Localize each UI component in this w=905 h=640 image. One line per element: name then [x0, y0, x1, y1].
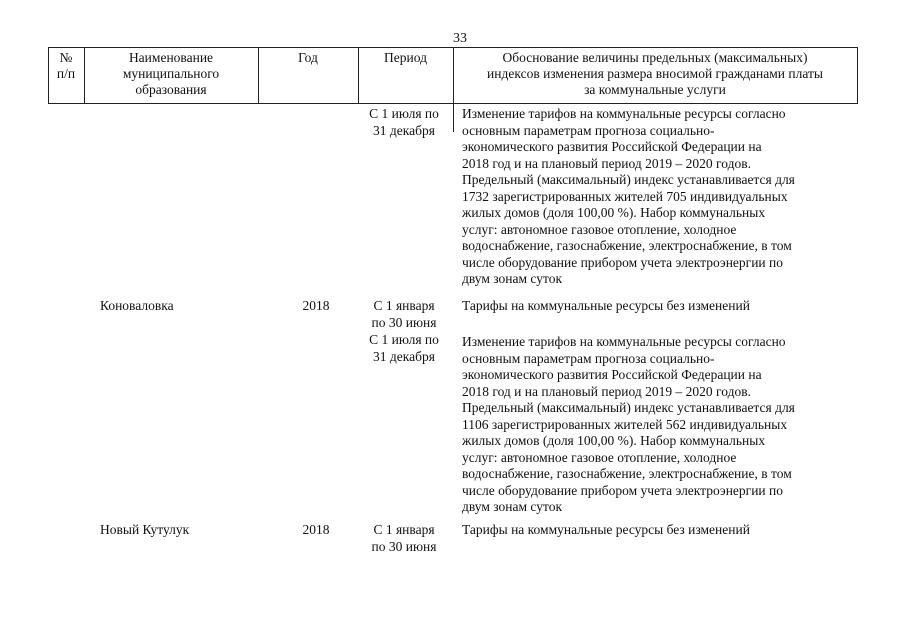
- column-divider: [453, 47, 454, 132]
- basis-cell: [462, 298, 857, 315]
- basis-line: водоснабжение, газоснабжение, электроснабжение, в том: [462, 466, 792, 481]
- period-line: С 1 января: [373, 298, 435, 313]
- header-line: муниципального: [122, 66, 220, 81]
- period-line: по 30 июня: [371, 538, 437, 554]
- period-line: по 30 июня: [371, 314, 437, 330]
- basis-line: числе оборудование прибором учета электроэнергии по: [462, 254, 784, 270]
- year-cell: 2018: [302, 298, 330, 313]
- header-period: [358, 50, 453, 66]
- header-line: п/п: [56, 66, 76, 81]
- header-basis: [453, 50, 857, 98]
- page-number: 33: [453, 31, 467, 46]
- period-cell: [358, 298, 450, 331]
- basis-line: Изменение тарифов на коммунальные ресурсы согласно: [462, 334, 786, 349]
- period-cell: [358, 106, 450, 139]
- header-number: [48, 50, 84, 82]
- header-year: [258, 50, 358, 66]
- basis-line: 1732 зарегистрированных жителей 705 индивидуальных: [462, 188, 788, 204]
- basis-cell: [462, 334, 857, 516]
- municipality-name: Коноваловка: [100, 298, 174, 313]
- basis-line: основным параметрам прогноза социально-: [462, 122, 715, 138]
- basis-line: экономического развития Российской Федерации на: [462, 367, 762, 382]
- basis-cell: [462, 106, 857, 288]
- column-divider: [857, 47, 858, 102]
- basis-line: услуг: автономное газовое отопление, холодное: [462, 221, 737, 237]
- basis-line: жилых домов (доля 100,00 %). Набор коммунальных: [462, 433, 766, 448]
- period-cell: [358, 332, 450, 365]
- period-line: С 1 июля по: [369, 106, 439, 121]
- basis-line: 2018 год и на плановый период 2019 – 2020 годов.: [462, 155, 751, 171]
- basis-line: числе оборудование прибором учета электроэнергии по: [462, 482, 784, 498]
- header-line: за коммунальные услуги: [584, 82, 726, 97]
- column-divider: [358, 47, 359, 102]
- basis-line: Предельный (максимальный) индекс устанавливается для: [462, 172, 795, 187]
- period-line: С 1 июля по: [369, 332, 439, 347]
- basis-line: основным параметрам прогноза социально-: [462, 350, 715, 366]
- basis-line: 1106 зарегистрированных жителей 562 индивидуальных: [462, 416, 788, 432]
- basis-line: водоснабжение, газоснабжение, электроснабжение, в том: [462, 238, 792, 253]
- basis-line: 2018 год и на плановый период 2019 – 2020 годов.: [462, 383, 751, 399]
- header-line: Обоснование величины предельных (максимальных): [502, 50, 808, 65]
- header-line: индексов изменения размера вносимой гражданами платы: [487, 66, 823, 81]
- municipality-name: Новый Кутулук: [100, 522, 190, 537]
- header-municipality: [84, 50, 258, 98]
- period-line: С 1 января: [373, 522, 435, 537]
- tariff-table: [48, 47, 858, 104]
- header-line: №: [59, 50, 73, 65]
- basis-line: экономического развития Российской Федерации на: [462, 139, 762, 154]
- basis-line: двум зонам суток: [462, 499, 563, 514]
- basis-line: Тарифы на коммунальные ресурсы без изменений: [462, 298, 750, 313]
- basis-line: Предельный (максимальный) индекс устанавливается для: [462, 400, 795, 415]
- header-line: Наименование: [128, 50, 214, 65]
- basis-line: Изменение тарифов на коммунальные ресурсы согласно: [462, 106, 786, 121]
- header-line: Год: [298, 50, 318, 65]
- header-line: Период: [384, 50, 427, 65]
- basis-cell: [462, 522, 857, 539]
- year-cell: 2018: [302, 522, 330, 537]
- basis-line: услуг: автономное газовое отопление, холодное: [462, 449, 737, 465]
- basis-line: двум зонам суток: [462, 271, 563, 286]
- period-line: 31 декабря: [373, 122, 435, 138]
- header-line: образования: [135, 82, 207, 97]
- basis-line: Тарифы на коммунальные ресурсы без изменений: [462, 522, 750, 537]
- basis-line: жилых домов (доля 100,00 %). Набор коммунальных: [462, 205, 766, 220]
- period-cell: [358, 522, 450, 555]
- period-line: 31 декабря: [373, 348, 435, 364]
